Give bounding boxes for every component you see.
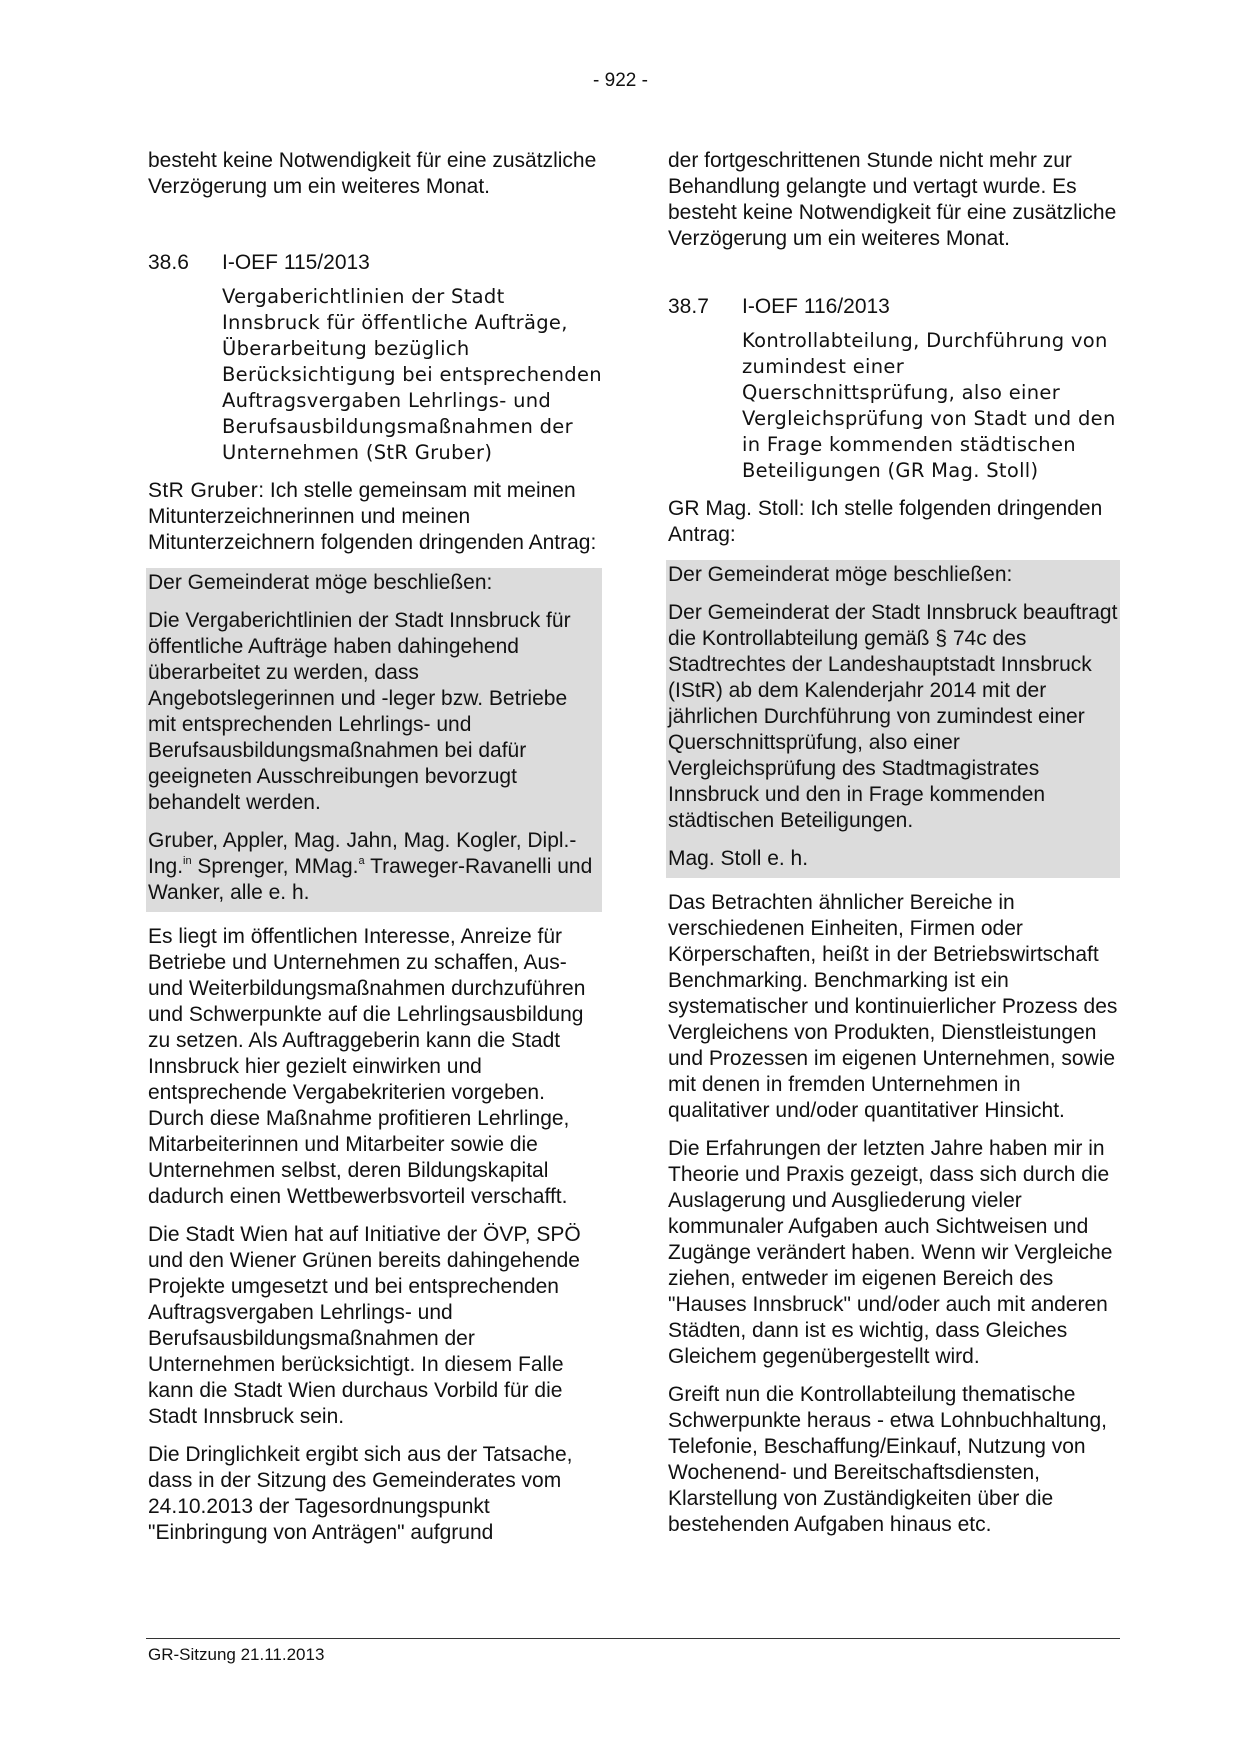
motion-box bbox=[146, 568, 602, 912]
motion-heading: Der Gemeinderat möge beschließen: bbox=[668, 563, 1013, 586]
motion-box bbox=[666, 560, 1120, 878]
motion-signatories bbox=[146, 826, 602, 912]
right-intro-text: der fortgeschrittenen Stunde nicht mehr zur Behandlung gelangte und vertagt wurde. Es besteht keine Notwendigkeit für eine zusätzliche Verzögerung um ein weiteres Monat. bbox=[668, 149, 1117, 250]
speaker-intro bbox=[668, 496, 1120, 548]
agenda-item-number: 38.7 bbox=[668, 295, 709, 318]
page-number: - 922 - bbox=[593, 70, 648, 91]
body-paragraph: Die Stadt Wien hat auf Initiative der ÖVP, SPÖ und den Wiener Grünen bereits dahingehende Projekte umgesetzt und bei entsprechenden Auftragsvergaben Lehrlings- und Berufsausbildungsmaßnahmen der Unternehmen berücksichtigt. In diesem Falle kann die Stadt Wien durchaus Vorbild für die Stadt Innsbruck sein. bbox=[148, 1223, 581, 1428]
speaker-name: GR Mag. Stoll bbox=[668, 497, 799, 520]
footer-session-date: GR-Sitzung 21.11.2013 bbox=[148, 1645, 325, 1664]
left-intro-text: besteht keine Notwendigkeit für eine zusätzliche Verzögerung um ein weiteres Monat. bbox=[148, 149, 597, 198]
motion-text: Der Gemeinderat der Stadt Innsbruck beauftragt die Kontrollabteilung gemäß § 74c des Stadtrechtes der Landeshauptstadt Innsbruck (IStR) ab dem Kalenderjahr 2014 mit der jährlichen Durchführung von zumindest einer Querschnittsprüfung, also einer Vergleichsprüfung des Stadtmagistrates Innsbruck und den in Frage kommenden städtischen Beteiligungen. bbox=[668, 601, 1118, 832]
agenda-item-description: Kontrollabteilung, Durchführung von zumindest einer Querschnittsprüfung, also einer Vergleichsprüfung von Stadt und den in Frage kommenden städtischen Beteiligungen (GR Mag. Stoll) bbox=[742, 329, 1116, 482]
signatories-part: Gruber, Appler, Mag. Jahn, Mag. Kogler, Dipl.-Ing. bbox=[148, 829, 577, 878]
motion-text: Die Vergaberichtlinien der Stadt Innsbruck für öffentliche Aufträge haben dahingehend überarbeitet zu werden, dass Angebotslegerinnen und -leger bzw. Betriebe mit entsprechenden Lehrlings- und Berufsausbildungsmaßnahmen bei dafür geeigneten Ausschreibungen bevorzugt behandelt werden. bbox=[148, 609, 571, 814]
speaker-name: StR Gruber bbox=[148, 479, 259, 502]
agenda-item-code: I-OEF 116/2013 bbox=[742, 295, 890, 318]
body-paragraph: Greift nun die Kontrollabteilung thematische Schwerpunkte heraus - etwa Lohnbuchhaltung, Telefonie, Beschaffung/Einkauf, Nutzung von Wochenend- und Bereitschaftsdiensten, Klarstellung von Zuständigkeiten über die bestehenden Aufgaben hinaus etc. bbox=[668, 1383, 1107, 1536]
agenda-item-38-7-header bbox=[668, 294, 1120, 320]
agenda-item-description: Vergaberichtlinien der Stadt Innsbruck für öffentliche Aufträge, Überarbeitung bezüglich Berücksichtigung bei entsprechenden Auftragsvergaben Lehrlings- und Berufsausbildungsmaßnahmen der Unternehmen (StR Gruber) bbox=[222, 285, 602, 464]
left-column bbox=[148, 148, 602, 1546]
speaker-intro-text: : Ich stelle folgenden dringenden Antrag: bbox=[668, 497, 1103, 546]
speaker-intro-text: : Ich stelle gemeinsam mit meinen Mitunterzeichnerinnen und meinen Mitunterzeichnern folgenden dringenden Antrag: bbox=[148, 479, 597, 554]
body-paragraph: Das Betrachten ähnlicher Bereiche in verschiedenen Einheiten, Firmen oder Körperschaften, heißt in der Betriebswirtschaft Benchmarking. Benchmarking ist ein systematischer und kontinuierlicher Prozess des Vergleichens von Produkten, Dienstleistungen und Prozessen im eigenen Unternehmen, sowie mit denen in fremden Unternehmen in qualitativer und/oder quantitativer Hinsicht. bbox=[668, 891, 1118, 1122]
speaker-intro bbox=[148, 478, 602, 556]
footer-divider bbox=[146, 1638, 1120, 1639]
body-paragraph: Die Dringlichkeit ergibt sich aus der Tatsache, dass in der Sitzung des Gemeinderates vom 24.10.2013 der Tagesordnungspunkt "Einbringung von Anträgen" aufgrund bbox=[148, 1443, 573, 1544]
agenda-item-38-6-header bbox=[148, 250, 602, 276]
signatories-superscript: in bbox=[183, 855, 192, 867]
agenda-item-code: I-OEF 115/2013 bbox=[222, 251, 370, 274]
right-column bbox=[668, 148, 1120, 1538]
agenda-item-number: 38.6 bbox=[148, 251, 189, 274]
body-paragraph: Es liegt im öffentlichen Interesse, Anreize für Betriebe und Unternehmen zu schaffen, Aus- und Weiterbildungsmaßnahmen durchzuführen und Schwerpunkte auf die Lehrlingsausbildung zu setzen. Als Auftraggeberin kann die Stadt Innsbruck hier gezielt einwirken und entsprechende Vergabekriterien vorgeben. Durch diese Maßnahme profitieren Lehrlinge, Mitarbeiterinnen und Mitarbeiter sowie die Unternehmen selbst, deren Bildungskapital dadurch einen Wettbewerbsvorteil verschafft. bbox=[148, 925, 586, 1208]
body-paragraph: Die Erfahrungen der letzten Jahre haben mir in Theorie und Praxis gezeigt, dass sich durch die Auslagerung und Ausgliederung vieler kommunaler Aufgaben auch Sichtweisen und Zugänge verändert haben. Wenn wir Vergleiche ziehen, entweder im eigenen Bereich des "Hauses Innsbruck" und/oder auch mit anderen Städten, dann ist es wichtig, dass Gleiches Gleichem gegenübergestellt wird. bbox=[668, 1137, 1113, 1368]
signatories-part: Sprenger, MMag. bbox=[191, 855, 359, 878]
motion-heading: Der Gemeinderat möge beschließen: bbox=[148, 571, 493, 594]
signatories-part: Traweger-Ravanelli und Wanker, alle e. h. bbox=[148, 855, 593, 904]
motion-signatories: Mag. Stoll e. h. bbox=[668, 847, 809, 870]
signatories-superscript: a bbox=[358, 855, 365, 867]
